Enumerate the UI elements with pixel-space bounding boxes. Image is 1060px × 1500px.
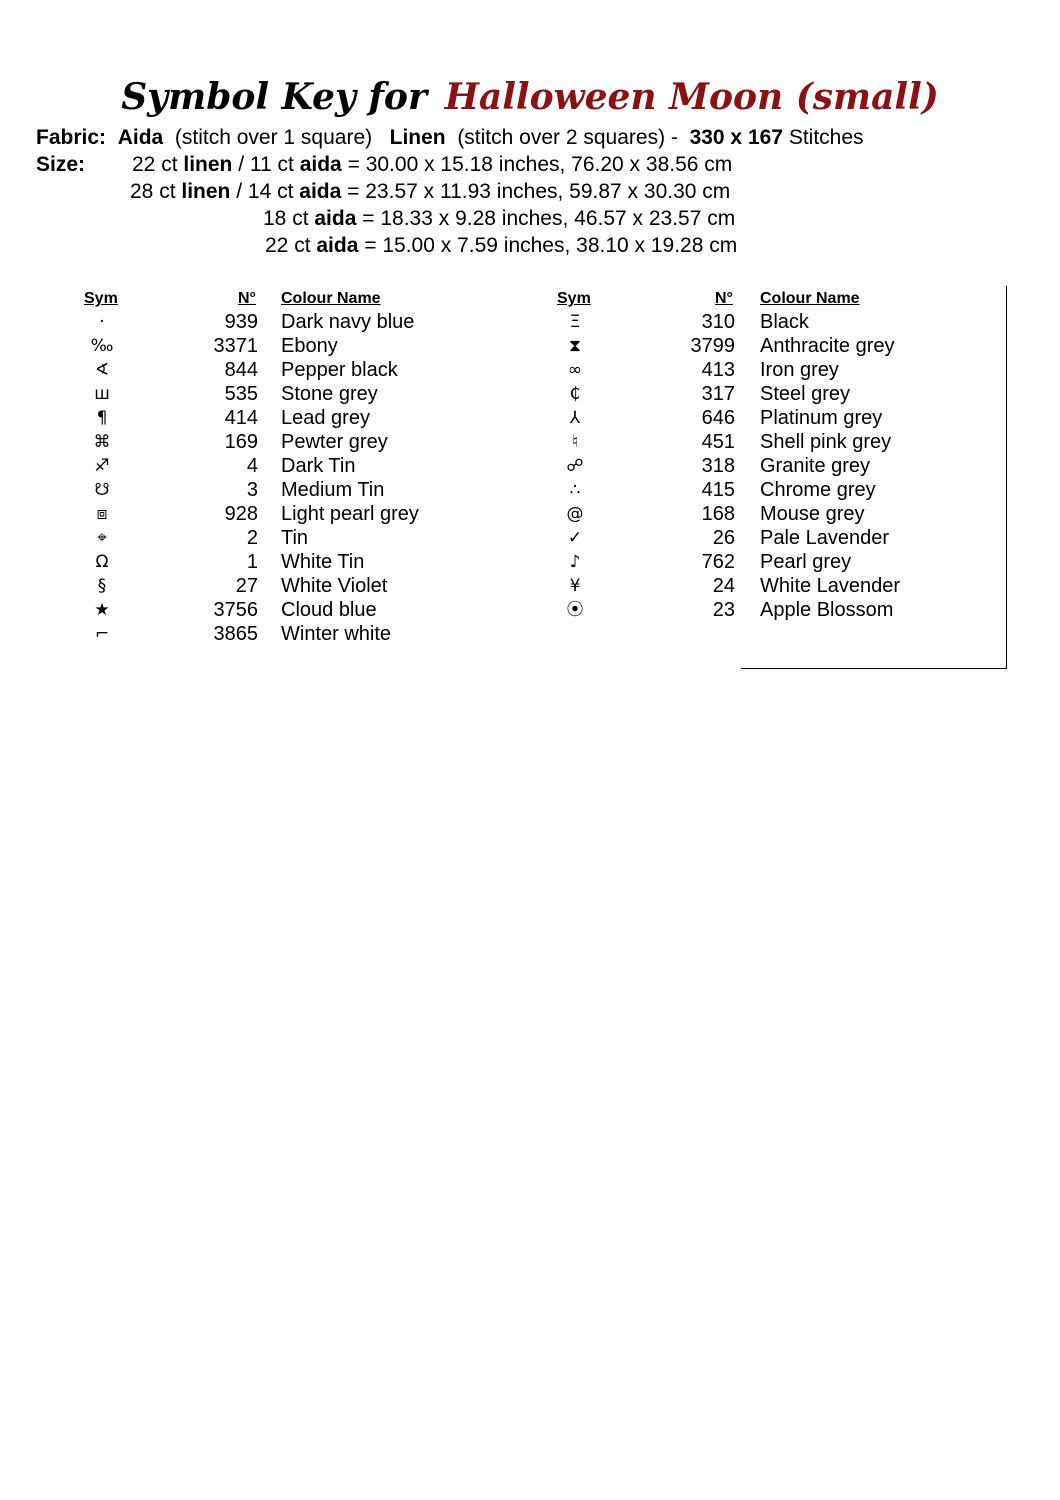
color-name: Steel grey [760,383,851,405]
color-number: 310 [701,311,735,333]
color-number: 3865 [213,623,258,645]
col-header-name: Colour Name [281,290,381,307]
color-name: White Violet [281,575,388,597]
color-symbol: ⅄ [569,408,581,428]
color-symbol: ⌘ [93,432,111,452]
color-name: Granite grey [760,455,871,477]
color-symbol: ⌐ [94,624,110,644]
color-symbol: ∞ [567,360,583,380]
color-symbol: @ [566,504,584,524]
color-symbol: ☋ [94,480,110,500]
color-number: 317 [701,383,735,405]
color-symbol: ш [94,384,110,404]
color-number: 3756 [213,599,258,621]
color-name: Lead grey [281,407,370,429]
stitch-count: 330 x 167 [689,126,783,149]
color-name: White Lavender [760,575,901,597]
color-number: 27 [235,575,258,597]
stitches-word: Stitches [788,126,864,149]
color-name: Shell pink grey [760,431,892,453]
color-number: 414 [224,407,258,429]
color-symbol: ★ [94,600,110,620]
color-number: 3799 [690,335,735,357]
color-number: 3 [246,479,258,501]
color-name: White Tin [281,551,365,573]
color-number: 762 [701,551,735,573]
color-symbol: Ξ [569,312,581,332]
color-name: Mouse grey [760,503,865,525]
color-symbol: ¥ [569,576,581,596]
color-symbol: ♮ [571,432,579,452]
color-symbol: ♪ [569,552,581,572]
fabric-linen-note: (stitch over 2 squares) - [457,126,678,149]
color-name: Winter white [281,623,392,645]
color-symbol: ⦿ [566,600,584,620]
color-name: Pearl grey [760,551,852,573]
color-number: 26 [712,527,735,549]
color-symbol: ∴ [569,480,581,500]
size-label: Size: [36,153,86,176]
color-symbol: § [97,576,107,596]
table-border-bottom [741,668,1007,669]
color-number: 1 [246,551,258,573]
color-number: 844 [224,359,258,381]
color-number: 318 [701,455,735,477]
color-name: Platinum grey [760,407,883,429]
color-name: Pale Lavender [760,527,889,549]
pattern-name: Halloween Moon (small) [444,76,939,118]
col-header-sym: Sym [557,290,591,307]
color-number: 928 [224,503,258,525]
color-number: 169 [224,431,258,453]
fabric-line [36,126,864,150]
color-symbol: ✓ [567,528,583,548]
size-row: 22 ct aida = 15.00 x 7.59 inches, 38.10 x 19.28 cm [265,234,738,257]
color-number: 939 [224,311,258,333]
color-name: Iron grey [760,359,839,381]
color-name: Medium Tin [281,479,385,501]
color-number: 2 [246,527,258,549]
color-number: 3371 [213,335,258,357]
color-number: 4 [246,455,258,477]
color-name: Black [760,311,809,333]
color-number: 535 [224,383,258,405]
color-name: Light pearl grey [281,503,419,525]
color-symbol: ¶ [96,408,108,428]
col-header-num: N° [715,290,733,307]
col-header-num: N° [238,290,256,307]
table-border-right [1006,286,1007,668]
color-name: Stone grey [281,383,378,405]
color-name: Cloud blue [281,599,377,621]
size-row: 22 ct linen / 11 ct aida = 30.00 x 15.18 inches, 76.20 x 38.56 cm [132,153,733,176]
color-number: 24 [712,575,735,597]
color-number: 413 [701,359,735,381]
col-header-name: Colour Name [760,290,860,307]
color-number: 415 [701,479,735,501]
color-name: Dark Tin [281,455,356,477]
color-number: 168 [701,503,735,525]
color-number: 23 [712,599,735,621]
color-name: Pepper black [281,359,398,381]
color-symbol: ⌖ [97,528,107,548]
color-symbol: ∢ [94,360,110,380]
col-header-sym: Sym [84,290,118,307]
color-symbol: ⧈ [96,504,108,524]
page-title [0,76,1060,118]
color-name: Dark navy blue [281,311,415,333]
color-symbol: ⧗ [569,336,581,356]
title-prefix: Symbol Key for [121,76,427,118]
size-row: 18 ct aida = 18.33 x 9.28 inches, 46.57 x 23.57 cm [263,207,736,230]
color-symbol: Ω [95,552,109,572]
color-symbol: ♐ [94,456,110,476]
color-symbol: ☍ [566,456,584,476]
color-name: Ebony [281,335,338,357]
fabric-aida: Aida [117,126,164,149]
color-name: Chrome grey [760,479,876,501]
color-symbol: ₵ [569,384,581,404]
color-symbol: · [99,312,105,332]
fabric-aida-note: (stitch over 1 square) [174,126,373,149]
color-name: Apple Blossom [760,599,894,621]
size-row: 28 ct linen / 14 ct aida = 23.57 x 11.93 inches, 59.87 x 30.30 cm [130,180,731,203]
color-name: Anthracite grey [760,335,895,357]
color-name: Tin [281,527,309,549]
fabric-linen: Linen [389,126,446,149]
color-symbol: ‰ [90,336,114,356]
color-name: Pewter grey [281,431,388,453]
fabric-label: Fabric: [36,126,107,149]
color-number: 451 [701,431,735,453]
color-number: 646 [701,407,735,429]
